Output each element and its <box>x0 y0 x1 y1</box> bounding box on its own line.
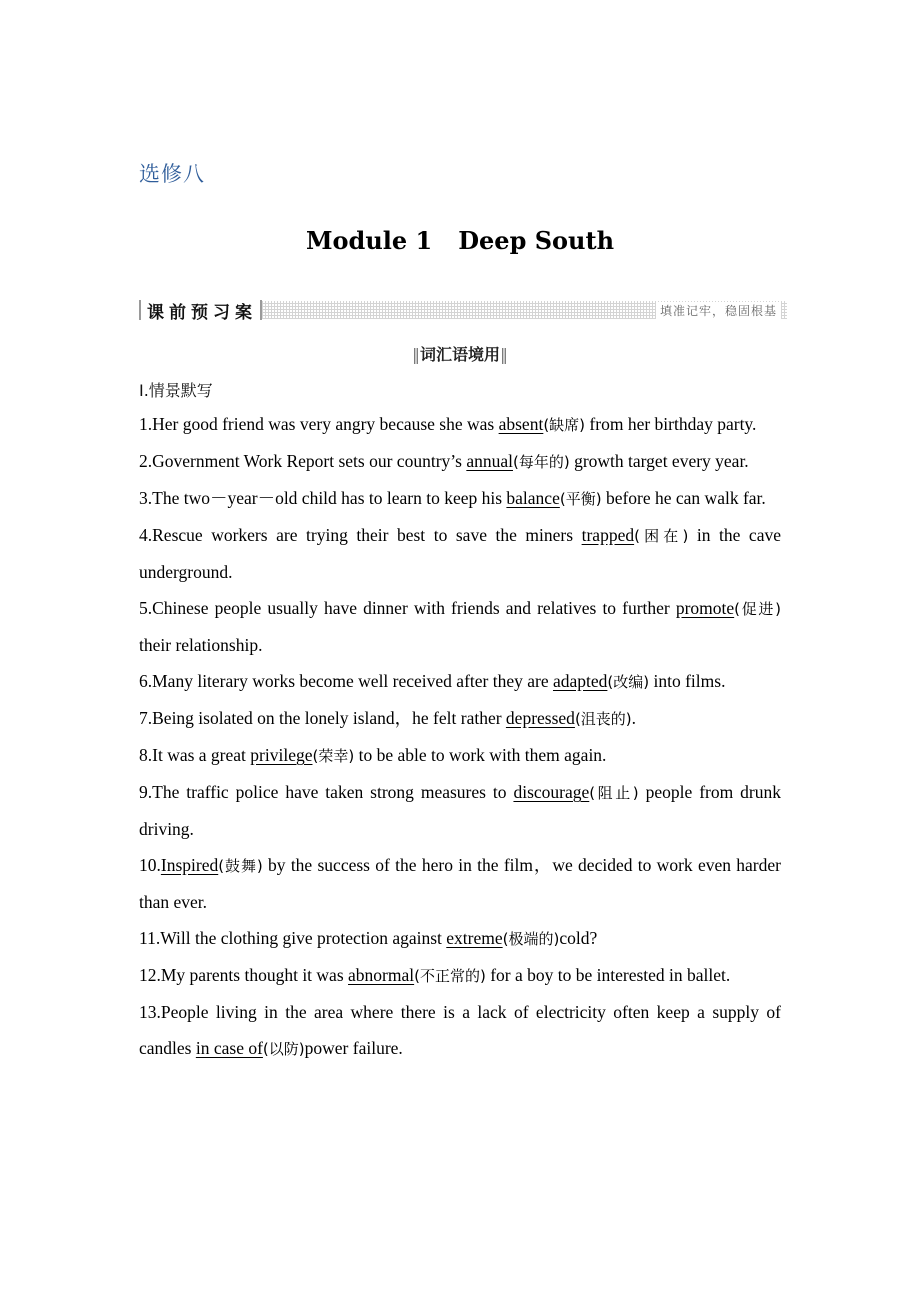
item-hint: (荣幸) <box>312 747 355 765</box>
item-answer: in case of <box>195 1038 263 1058</box>
item-hint: (促进) <box>734 600 781 618</box>
item-answer: depressed <box>505 708 575 728</box>
item-text: from her birthday party. <box>585 414 757 434</box>
exercise-item <box>139 994 781 1067</box>
item-text: in the cave underground. <box>139 525 781 582</box>
item-text: It was a great <box>152 745 251 765</box>
section-banner <box>139 298 787 322</box>
item-hint: (不正常的) <box>414 967 486 985</box>
exercise-item <box>139 517 781 590</box>
item-number: 6. <box>139 671 153 691</box>
exercise-item <box>139 774 781 847</box>
item-text: people from drunk driving. <box>139 782 781 839</box>
item-number: 13. <box>139 1002 161 1022</box>
item-hint: (每年的) <box>512 453 570 471</box>
item-text: . <box>631 708 637 728</box>
item-number: 3. <box>139 488 153 508</box>
item-text: Government Work Report sets our country’s <box>152 451 467 471</box>
section-mark-left: ‖ <box>411 345 420 364</box>
item-text: power failure. <box>304 1038 403 1058</box>
banner-pattern <box>262 301 787 319</box>
item-text: their relationship. <box>139 635 263 655</box>
item-hint: (极端的) <box>502 930 560 948</box>
exercise-item <box>139 663 781 700</box>
item-number: 7. <box>139 708 153 728</box>
item-number: 8. <box>139 745 153 765</box>
item-text: Her good friend was very angry because she was <box>152 414 499 434</box>
exercise-item <box>139 443 781 480</box>
item-answer: Inspired <box>160 855 219 875</box>
item-text: Rescue workers are trying their best to save the miners <box>152 525 582 545</box>
exercise-item <box>139 957 781 994</box>
exercise-item <box>139 590 781 663</box>
item-answer: absent <box>498 414 544 434</box>
item-number: 10. <box>139 855 161 875</box>
item-text: My parents thought it was <box>160 965 349 985</box>
item-number: 2. <box>139 451 153 471</box>
item-hint: (阻止) <box>589 784 639 802</box>
exercise-item <box>139 920 781 957</box>
module-name: Deep South <box>458 226 615 255</box>
item-text: Chinese people usually have dinner with friends and relatives to further <box>152 598 676 618</box>
item-text: cold? <box>559 928 598 948</box>
item-hint: (缺席) <box>543 416 586 434</box>
item-answer: trapped <box>581 525 635 545</box>
item-text: The two－year－old child has to learn to keep his <box>152 488 507 508</box>
banner-title: 课前预习案 <box>147 302 257 323</box>
item-text: Will the clothing give protection against <box>160 928 447 948</box>
item-hint: (改编) <box>607 673 650 691</box>
exercise-item <box>139 480 781 517</box>
item-text: for a boy to be interested in ballet. <box>485 965 731 985</box>
item-answer: promote <box>675 598 735 618</box>
item-number: 1. <box>139 414 153 434</box>
part-heading: Ⅰ.情景默写 <box>139 381 213 400</box>
exercise-item <box>139 737 781 774</box>
item-answer: extreme <box>446 928 503 948</box>
item-hint: (以防) <box>262 1040 305 1058</box>
book-label: 选修八 <box>139 162 205 186</box>
item-text: The traffic police have taken strong measures to <box>152 782 514 802</box>
exercise-item <box>139 406 781 443</box>
section-title: 词汇语境用 <box>419 345 500 364</box>
item-hint: (困在) <box>634 527 689 545</box>
exercise-item <box>139 847 781 920</box>
module-title <box>0 226 920 255</box>
item-answer: abnormal <box>348 965 415 985</box>
item-hint: (鼓舞) <box>218 857 263 875</box>
item-number: 12. <box>139 965 161 985</box>
exercise-list <box>139 406 781 1067</box>
banner-slogan: 填准记牢，稳固根基 <box>656 302 781 319</box>
exercise-item <box>139 700 781 737</box>
item-hint: (平衡) <box>559 490 602 508</box>
item-number: 11. <box>139 928 161 948</box>
item-text: Being isolated on the lonely island，he felt rather <box>152 708 506 728</box>
item-text: to be able to work with them again. <box>354 745 607 765</box>
item-text: Many literary works become well received after they are <box>152 671 553 691</box>
section-heading <box>0 342 920 365</box>
item-number: 5. <box>139 598 153 618</box>
module-number: Module 1 <box>305 226 433 255</box>
item-answer: privilege <box>250 745 313 765</box>
item-number: 4. <box>139 525 153 545</box>
item-text: before he can walk far. <box>601 488 766 508</box>
item-text: People living in the area where there is a lack of electricity often keep a supply of candles <box>139 1002 781 1058</box>
item-text: into films. <box>649 671 726 691</box>
section-mark-right: ‖ <box>500 345 508 364</box>
item-answer: discourage <box>513 782 590 802</box>
item-number: 9. <box>139 782 153 802</box>
item-answer: adapted <box>552 671 608 691</box>
item-hint: (沮丧的) <box>574 710 632 728</box>
item-text: growth target every year. <box>569 451 749 471</box>
item-answer: annual <box>466 451 513 471</box>
item-answer: balance <box>506 488 560 508</box>
item-text: by the success of the hero in the film，we decided to work even harder than ever. <box>139 855 781 912</box>
